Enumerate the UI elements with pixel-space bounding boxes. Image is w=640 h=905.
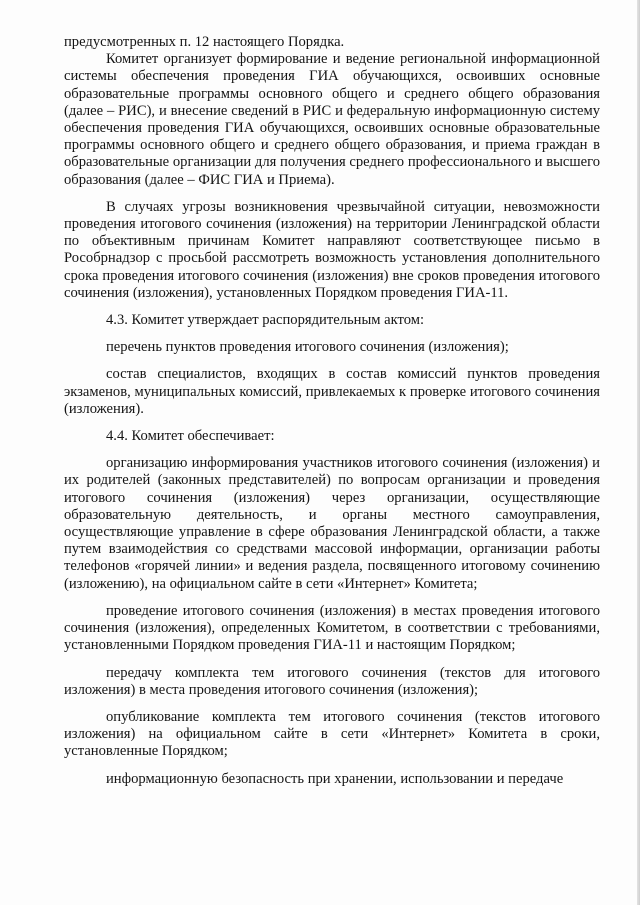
list-item-transfer: передачу комплекта тем итогового сочинения (текстов для итогового изложения) в места проведения итогового сочинения (изложения);	[64, 664, 600, 698]
list-item-conducting: проведение итогового сочинения (изложения) в местах проведения итогового сочинения (изложения), определенных Комитетом, в соответствии с требованиями, установленными Порядком проведения ГИА-11 и настоящим Порядком;	[64, 602, 600, 654]
paragraph-ris: Комитет организует формирование и ведение региональной информационной системы обеспечения проведения ГИА обучающихся, освоивших основные образовательные программы основного общего и среднего общего образования (далее – РИС), и внесение сведений в РИС и федеральную информационную систему обеспечения проведения ГИА обучающихся, освоивших основные образовательные программы основного общего и среднего общего образования, и приема граждан в образовательные организации для получения среднего профессионального и высшего образования (далее – ФИС ГИА и Приема).	[64, 51, 600, 188]
paragraph-continuation: предусмотренных п. 12 настоящего Порядка.	[64, 34, 345, 50]
section-heading-4-4: 4.4. Комитет обеспечивает:	[106, 428, 275, 445]
paragraph-emergency: В случаях угрозы возникновения чрезвычайной ситуации, невозможности проведения итогового сочинения (изложения) на территории Ленинградской области по объективным причинам Комитет направляют соответствующее письмо в Рособрнадзор с просьбой рассмотреть возможность установления дополнительного срока проведения итогового сочинения (изложения) вне сроков проведения итогового сочинения (изложения), установленных Порядком проведения ГИА-11.	[64, 198, 600, 301]
list-item-publishing: опубликование комплекта тем итогового сочинения (текстов итогового изложения) на официальном сайте в сети «Интернет» Комитета в сроки, установленные Порядком;	[64, 708, 600, 760]
list-item-specialists: состав специалистов, входящих в состав комиссий пунктов проведения экзаменов, муниципальных комиссий, привлекаемых к проверке итогового сочинения (изложения).	[64, 366, 600, 417]
document-body	[64, 34, 600, 788]
section-heading-4-3: 4.3. Комитет утверждает распорядительным актом:	[106, 312, 424, 329]
list-item-informing: организацию информирования участников итогового сочинения (изложения) и их родителей (законных представителей) по вопросам организации и проведения итогового сочинения (изложения) через организации, осуществляющие образовательную деятельность, и органы местного самоуправления, осуществляющие управление в сфере образования Ленинградской области, а также путем взаимодействия со средствами массовой информации, организации работы телефонов «горячей линии» и ведения раздела, посвященного итоговому сочинению (изложению), на официальном сайте в сети «Интернет» Комитета;	[64, 455, 600, 592]
list-item-exam-points: перечень пунктов проведения итогового сочинения (изложения);	[106, 339, 509, 356]
list-item-security: информационную безопасность при хранении, использовании и передаче	[106, 770, 564, 787]
